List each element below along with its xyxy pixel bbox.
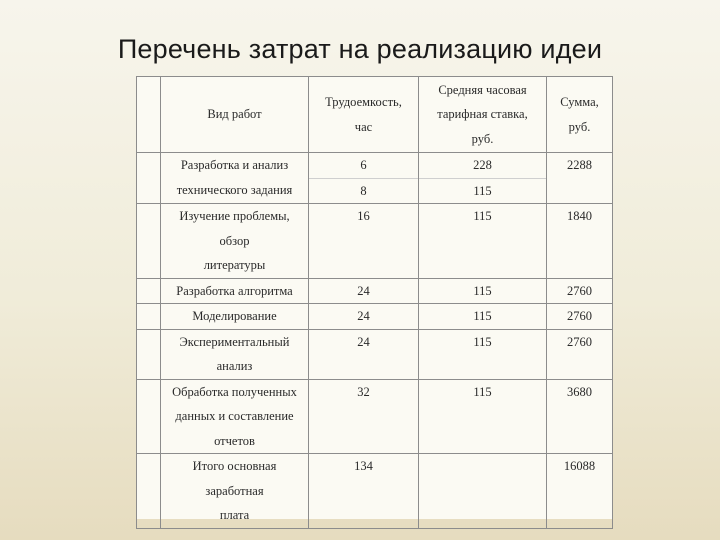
- row-stub-cell: [137, 278, 161, 304]
- slide-title: Перечень затрат на реализацию идеи: [117, 34, 603, 64]
- cell-hours: 24: [309, 278, 419, 304]
- cell-sum: 2760: [547, 304, 613, 330]
- header-work-type: Вид работ: [161, 77, 309, 153]
- cell-sum: 16088: [547, 454, 613, 529]
- header-hourly-rate: Средняя часовая тарифная ставка, руб.: [419, 77, 547, 153]
- cell-work: Моделирование: [161, 304, 309, 330]
- cell-rate: 115: [419, 278, 547, 304]
- header-labor-hours: Трудоемкость, час: [309, 77, 419, 153]
- cell-hours: 24: [309, 329, 419, 379]
- row-stub-cell: [137, 153, 161, 204]
- cell-work: Обработка полученных данных и составление отчетов: [161, 379, 309, 454]
- cell-hours: 6 8: [309, 153, 419, 204]
- cell-work: Экспериментальный анализ: [161, 329, 309, 379]
- row-stub-cell: [137, 77, 161, 153]
- cell-rate: 115: [419, 329, 547, 379]
- cell-work: Разработка алгоритма: [161, 278, 309, 304]
- row-stub-cell: [137, 304, 161, 330]
- cell-sum: 2760: [547, 278, 613, 304]
- row-stub-cell: [137, 454, 161, 529]
- cell-rate: 115: [419, 379, 547, 454]
- cell-work: Изучение проблемы, обзор литературы: [161, 204, 309, 279]
- cell-rate: 115: [419, 304, 547, 330]
- cell-sum: 2288: [547, 153, 613, 204]
- cell-rate: 115: [419, 204, 547, 279]
- cell-rate: 228 115: [419, 153, 547, 204]
- cell-hours: 16: [309, 204, 419, 279]
- scanned-cost-table-image: [136, 76, 612, 522]
- cell-work: Разработка и анализ технического задания: [161, 153, 309, 204]
- table-row: [137, 204, 613, 279]
- table-header-row: [137, 77, 613, 153]
- table-row-total: [137, 454, 613, 529]
- cell-sum: 3680: [547, 379, 613, 454]
- cell-hours: 24: [309, 304, 419, 330]
- cell-sum: 1840: [547, 204, 613, 279]
- table-row: [137, 379, 613, 454]
- cell-work: Итого основная заработная плата: [161, 454, 309, 529]
- table-row: [137, 329, 613, 379]
- row-stub-cell: [137, 329, 161, 379]
- table-row: [137, 304, 613, 330]
- table-row: [137, 153, 613, 204]
- row-stub-cell: [137, 379, 161, 454]
- table-row: [137, 278, 613, 304]
- header-sum: Сумма, руб.: [547, 77, 613, 153]
- cell-hours: 32: [309, 379, 419, 454]
- cost-table: [136, 76, 613, 529]
- cell-rate: [419, 454, 547, 529]
- cell-hours: 134: [309, 454, 419, 529]
- row-stub-cell: [137, 204, 161, 279]
- cell-sum: 2760: [547, 329, 613, 379]
